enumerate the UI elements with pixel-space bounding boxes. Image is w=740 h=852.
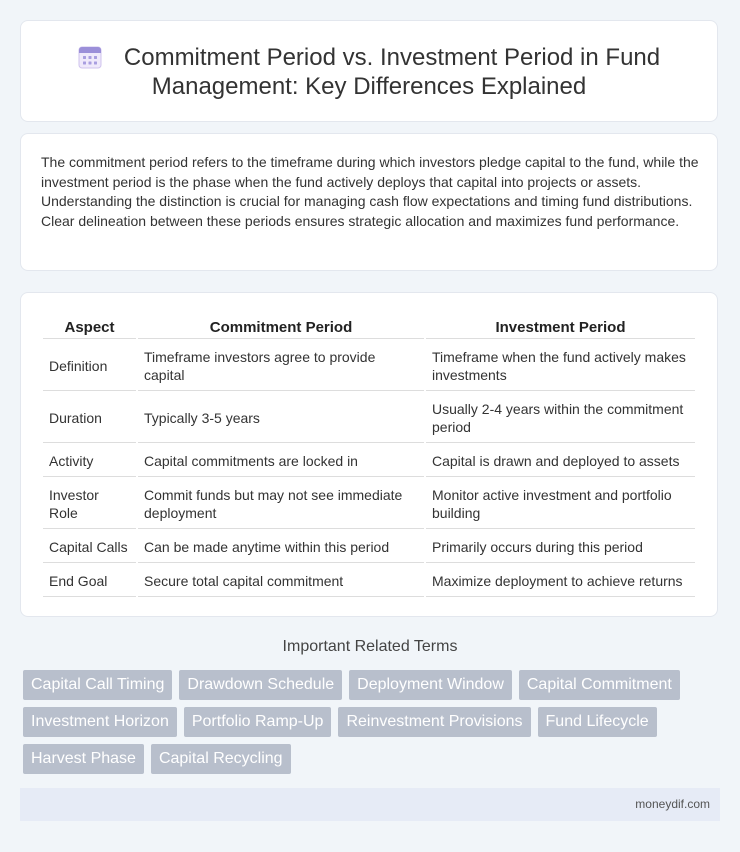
related-term-chip[interactable]: Deployment Window	[349, 670, 512, 700]
table-row	[43, 479, 695, 529]
header-investment-period: Investment Period	[426, 316, 695, 339]
table-cell: Can be made anytime within this period	[138, 531, 424, 563]
related-term-chip[interactable]: Fund Lifecycle	[538, 707, 657, 737]
table-cell: Investor Role	[43, 479, 136, 529]
intro-card	[20, 133, 718, 271]
table-cell: Capital Calls	[43, 531, 136, 563]
calendar-icon	[78, 45, 102, 69]
header-aspect: Aspect	[43, 316, 136, 339]
table-cell: Typically 3-5 years	[138, 393, 424, 443]
intro-paragraph: The commitment period refers to the timeframe during which investors pledge capital to the fund, while the investment period is the phase when the fund actively deploys that capital into projects or assets. Understanding the distinction is crucial for managing cash flow expectations and timing fund distributions. Clear delineation between these periods ensures strategic allocation and maximizes fund performance.	[41, 154, 699, 229]
table-cell: Maximize deployment to achieve returns	[426, 565, 695, 597]
table-row	[43, 393, 695, 443]
table-row	[43, 531, 695, 563]
table-cell: Timeframe investors agree to provide capital	[138, 341, 424, 391]
table-cell: Activity	[43, 445, 136, 477]
table-cell: Monitor active investment and portfolio building	[426, 479, 695, 529]
related-term-chip[interactable]: Drawdown Schedule	[179, 670, 342, 700]
table-cell: Commit funds but may not see immediate deployment	[138, 479, 424, 529]
related-term-chip[interactable]: Harvest Phase	[23, 744, 144, 774]
footer-bar	[20, 788, 720, 821]
page-title-wrap	[61, 43, 677, 101]
related-terms-list	[23, 670, 723, 774]
table-cell: Duration	[43, 393, 136, 443]
page-title: Commitment Period vs. Investment Period in Fund Management: Key Differences Explained	[123, 44, 661, 100]
related-term-chip[interactable]: Capital Commitment	[519, 670, 680, 700]
table-cell: Timeframe when the fund actively makes investments	[426, 341, 695, 391]
table-row	[43, 341, 695, 391]
table-cell: Usually 2-4 years within the commitment period	[426, 393, 695, 443]
table-cell: Secure total capital commitment	[138, 565, 424, 597]
comparison-table	[41, 314, 697, 599]
table-cell: Primarily occurs during this period	[426, 531, 695, 563]
related-term-chip[interactable]: Capital Call Timing	[23, 670, 172, 700]
related-term-chip[interactable]: Portfolio Ramp-Up	[184, 707, 332, 737]
table-row	[43, 445, 695, 477]
table-row	[43, 565, 695, 597]
title-card	[20, 20, 718, 122]
table-cell: End Goal	[43, 565, 136, 597]
footer-site-name[interactable]: moneydif.com	[635, 797, 710, 811]
table-cell: Capital commitments are locked in	[138, 445, 424, 477]
table-header-row	[43, 316, 695, 339]
related-term-chip[interactable]: Reinvestment Provisions	[338, 707, 530, 737]
header-commitment-period: Commitment Period	[138, 316, 424, 339]
table-cell: Definition	[43, 341, 136, 391]
comparison-card	[20, 292, 718, 617]
related-term-chip[interactable]: Capital Recycling	[151, 744, 291, 774]
related-terms-title: Important Related Terms	[282, 638, 458, 655]
related-term-chip[interactable]: Investment Horizon	[23, 707, 177, 737]
table-cell: Capital is drawn and deployed to assets	[426, 445, 695, 477]
